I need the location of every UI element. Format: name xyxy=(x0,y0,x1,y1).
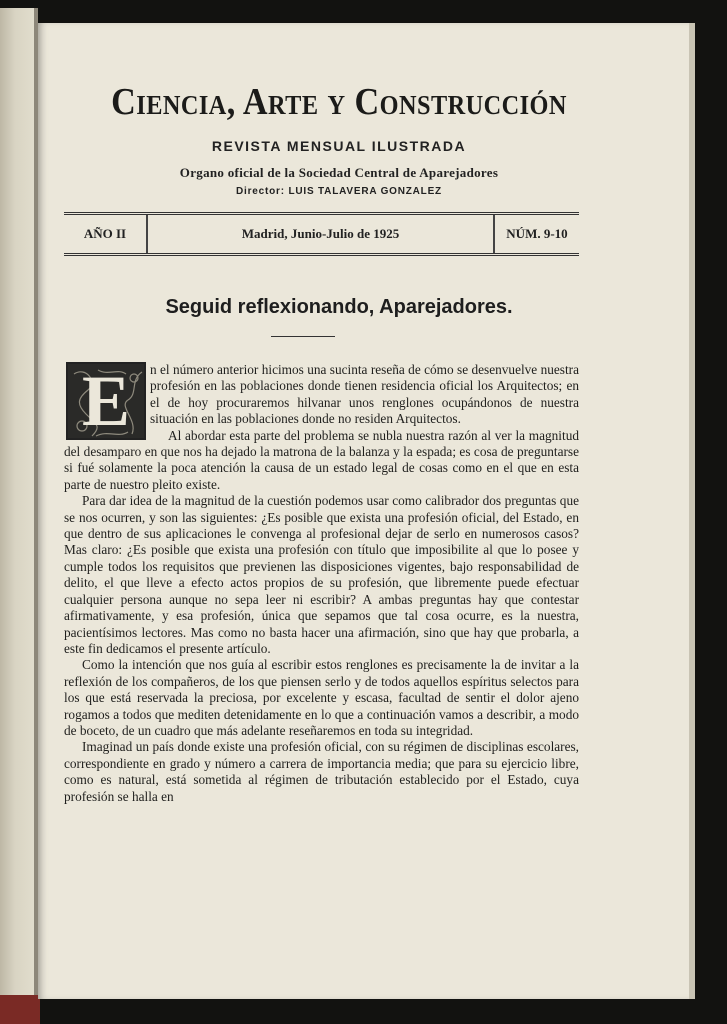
journal-subtitle: REVISTA MENSUAL ILUSTRADA xyxy=(211,138,467,154)
journal-title: Ciencia, Arte y Construcción xyxy=(111,81,567,123)
drop-cap-letter: E xyxy=(81,361,131,441)
journal-organ-line: Organo oficial de la Sociedad Central de Aparejadores xyxy=(179,165,499,180)
article-title: Seguid reflexionando, Aparejadores. xyxy=(165,296,513,318)
paragraph-text: n el número anterior hicimos una sucinta reseña de cómo se desenvuelve nuestra profesión en las poblaciones donde tienen residencia oficial los Arquitectos; en el de hoy procuraremos hilvanar unos renglones ocupándonos de nuestra situación en las poblaciones donde no residen Arquitectos. xyxy=(150,362,579,427)
paragraph: Como la intención que nos guía al escribir estos renglones es precisamente la de invitar a la reflexión de los compañeros, de los que piensen serlo y de todos aquellos espíritus selectos para los que está reservada la preciosa, por excelente y escasa, facultad de sentir el dolor ajeno rogamos a todos que mediten detenidamente en lo que a continuación vamos a describir, a modo de boceto, de un cuadro que más adelante reseñaremos en toda su integridad. xyxy=(64,657,579,738)
book-binding-corner xyxy=(0,995,40,1024)
paragraph: Al abordar esta parte del problema se nubla nuestra razón al ver la magnitud del desamparo en que nos ha dejado la matrona de la balanza y la espada; es cosa de preguntarse si fué solamente la poca atención la causa de un estado legal de cosas como en el que en esta parte de nuestro pleito existe. xyxy=(64,427,579,492)
issue-year: AÑO II xyxy=(64,215,148,253)
paragraph: Para dar idea de la magnitud de la cuestión podemos usar como calibrador dos preguntas que se nos ocurren, y son las siguientes: ¿Es posible que exista una profesión oficial, del Estado, en que dentro de sus aplicaciones le convenga al profesional dejar de serlo en numerosos casos? Mas claro: ¿Es posible que exista una profesión con título que imposibilite al que lo posee y cumple todos los requisitos que previenen las disposiciones vigentes, bajo responsabilidad de delito, el que lleve a efecto actos propios de su profesión, que libremente puede efectuar cualquier persona aunque no sepa leer ni escribir? A ambas preguntas hay que contestar afirmativamente, y esa profesión, única que sepamos que tal cosa ocurre, es la nuestra, pacientísimos lectores. Mas como no basta hacer una afirmación, sino que hay que probarla, a este fin dedicamos el presente artículo. xyxy=(64,493,579,656)
journal-director-line: Director: LUIS TALAVERA GONZALEZ xyxy=(236,186,442,197)
issue-info-bar xyxy=(64,212,579,256)
book-left-page-edge xyxy=(0,8,38,1016)
title-divider xyxy=(271,336,335,337)
page-right-edge xyxy=(689,23,695,999)
paragraph: Imaginad un país donde existe una profesión oficial, con su régimen de disciplinas escolares, correspondiente en grado y número a carrera de importancia media; que para su ejercicio libre, como es natural, está sometida al régimen de tributación establecido por el Estado, cuya profesión se halla en xyxy=(64,739,579,804)
ornamental-drop-cap xyxy=(66,362,146,440)
issue-number: NÚM. 9-10 xyxy=(506,226,568,241)
issue-date: Madrid, Junio-Julio de 1925 xyxy=(148,215,495,253)
